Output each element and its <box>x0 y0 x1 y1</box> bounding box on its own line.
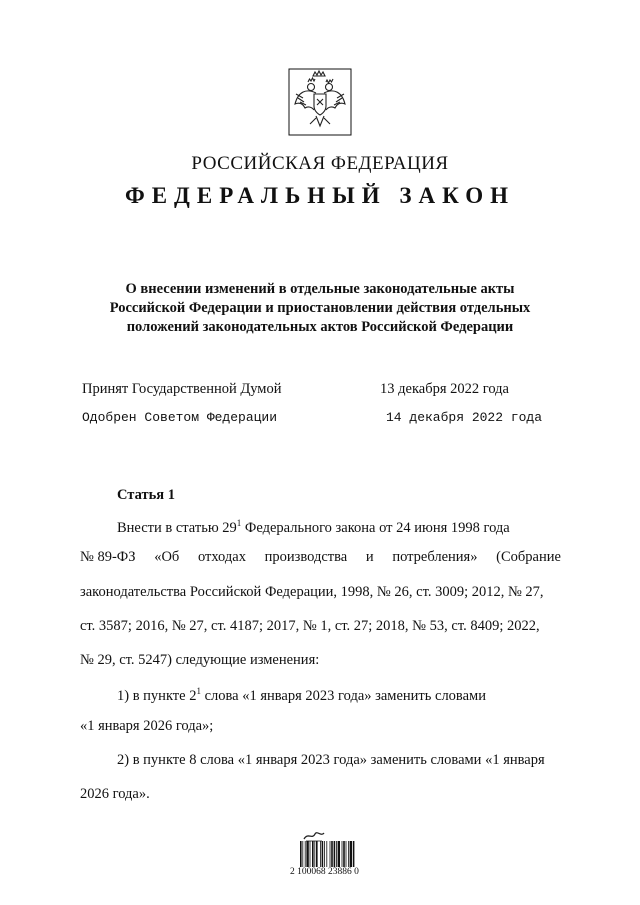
article-line-4: ст. 3587; 2016, № 27, ст. 4187; 2017, № 1, ст. 27; 2018, № 53, ст. 8409; 2022, <box>80 618 540 634</box>
barcode-bar <box>330 841 331 867</box>
document-type: ФЕДЕРАЛЬНЫЙ ЗАКОН <box>124 183 516 208</box>
article-intro-text: Внести в статью 29 <box>117 519 237 536</box>
barcode-number: 2 100068 23886 0 <box>290 867 359 877</box>
law-title <box>80 280 560 337</box>
article-word: производства <box>264 549 348 565</box>
item-1-text: 1) в пункте 2 <box>117 687 197 704</box>
item-2-line-1: 2) в пункте 8 слова «1 января 2023 года» заменить словами «1 января <box>117 752 545 768</box>
law-title-line: Российской Федерации и приостановлении действия отдельных <box>109 300 531 316</box>
barcode-bar <box>306 841 308 867</box>
barcode-bar <box>316 841 318 867</box>
item-1-line-1 <box>117 686 486 705</box>
duma-adoption-row <box>82 381 562 401</box>
barcode-bar <box>336 841 337 867</box>
council-approval-label: Одобрен Советом Федерации <box>82 410 278 425</box>
article-word: № 89-ФЗ <box>80 549 136 565</box>
barcode-bar <box>342 841 343 867</box>
duma-adoption-label: Принят Государственной Думой <box>82 381 282 397</box>
article-word: отходах <box>197 549 246 565</box>
duma-adoption-date: 13 декабря 2022 года <box>380 381 509 397</box>
barcode-bar <box>312 841 314 867</box>
barcode-bar <box>353 841 355 867</box>
barcode-bar <box>348 841 349 867</box>
article-line-5: № 29, ст. 5247) следующие изменения: <box>80 652 320 668</box>
barcode-bar <box>331 841 333 867</box>
barcode-bar <box>346 841 347 867</box>
superscript: 1 <box>236 518 242 528</box>
article-word: и <box>365 549 374 565</box>
item-1-text: слова «1 января 2023 года» заменить словами <box>200 687 486 704</box>
article-word: потребления» <box>392 549 478 565</box>
council-approval-row <box>82 410 562 430</box>
barcode-bar <box>310 841 311 867</box>
item-1-line-2: «1 января 2026 года»; <box>80 718 214 734</box>
barcode-bar <box>302 841 303 867</box>
law-title-line: О внесении изменений в отдельные законодательные акты <box>125 281 515 297</box>
barcode-bar <box>320 841 321 867</box>
barcode-bar <box>338 841 340 867</box>
barcode-bar <box>343 841 345 867</box>
article-intro-text: Федерального закона от 24 июня 1998 года <box>241 519 510 536</box>
country-name: РОССИЙСКАЯ ФЕДЕРАЦИЯ <box>191 153 449 174</box>
coat-of-arms-icon <box>286 66 354 138</box>
article-line-2 <box>80 549 561 566</box>
barcode-bar <box>322 841 324 867</box>
barcode-bar <box>314 841 315 867</box>
barcode-bar <box>326 841 327 867</box>
superscript: 1 <box>196 686 201 696</box>
law-title-line: положений законодательных актов Российской Федерации <box>126 319 514 335</box>
barcode-bar <box>324 841 325 867</box>
barcode-bar <box>300 841 302 867</box>
article-word: «Об <box>154 549 180 565</box>
article-intro-line <box>117 518 561 537</box>
barcode-logo-icon <box>302 828 326 842</box>
barcode <box>300 841 376 867</box>
item-2-line-2: 2026 года». <box>80 786 150 802</box>
article-heading: Статья 1 <box>117 487 175 503</box>
article-word: (Собрание <box>496 549 561 565</box>
barcode-bar <box>350 841 352 867</box>
barcode-bar <box>305 841 306 867</box>
council-approval-date: 14 декабря 2022 года <box>386 410 543 425</box>
article-line-3: законодательства Российской Федерации, 1998, № 26, ст. 3009; 2012, № 27, <box>80 584 544 600</box>
barcode-bar <box>334 841 336 867</box>
